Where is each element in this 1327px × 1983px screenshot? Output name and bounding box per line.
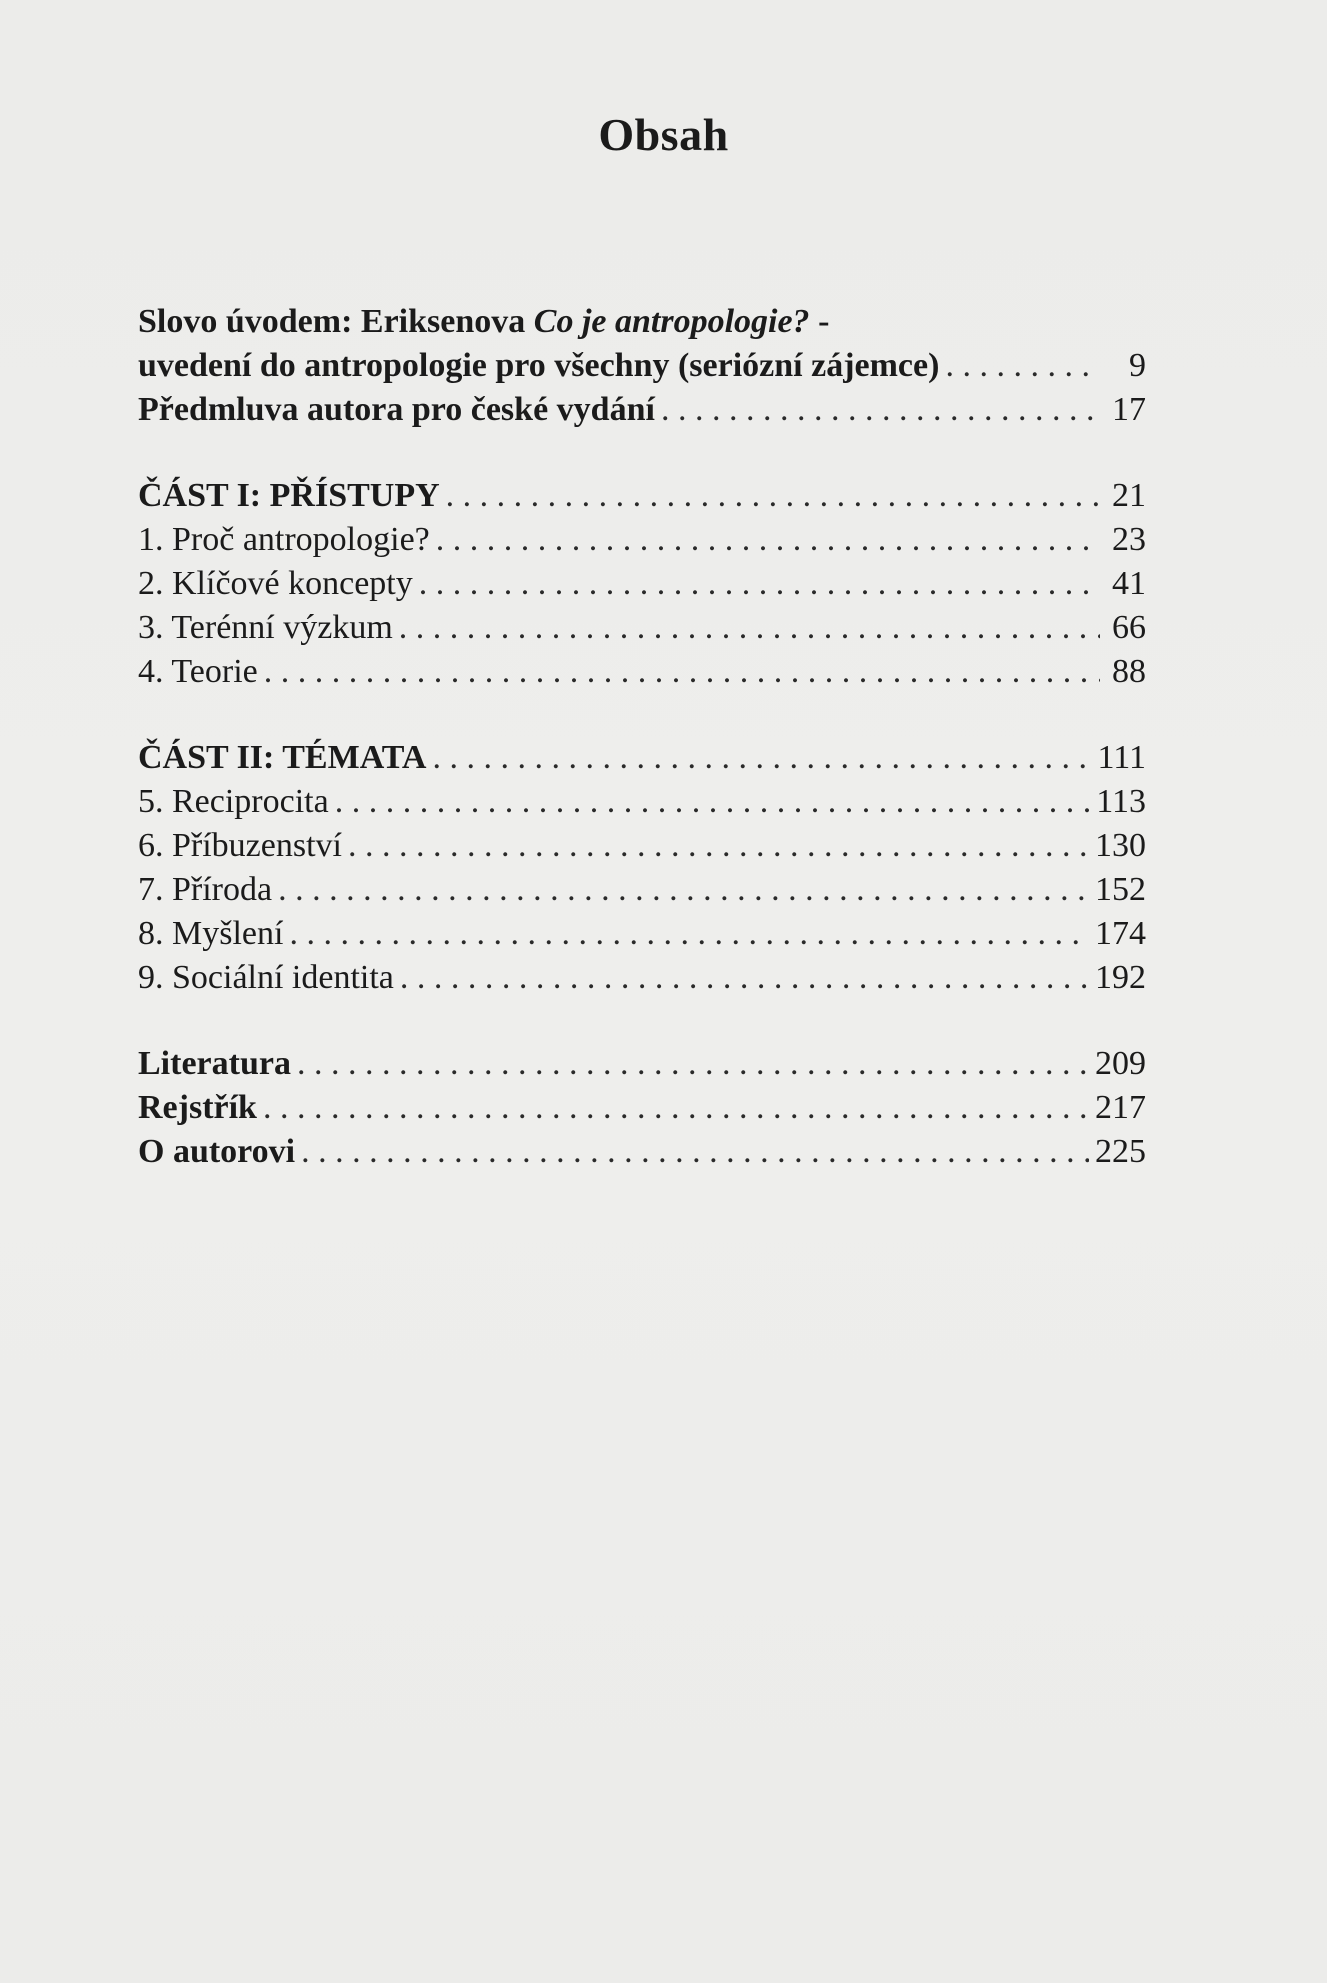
toc-entry-label: Rejstřík (138, 1089, 257, 1126)
toc-entry-page: 152 (1095, 871, 1146, 908)
dot-leader (297, 1042, 1089, 1086)
toc-chapter-entry (138, 780, 1146, 824)
toc-entry-page: 192 (1095, 959, 1146, 996)
toc-entry-label: 6. Příbuzenství (138, 827, 342, 864)
table-of-contents (138, 300, 1146, 1174)
toc-part2-section (138, 736, 1146, 1000)
toc-entry-page: 217 (1095, 1089, 1146, 1126)
dot-leader (278, 868, 1089, 912)
toc-entry-label: 1. Proč antropologie? (138, 521, 430, 558)
toc-entry-label: ČÁST II: TÉMATA (138, 739, 427, 776)
toc-entry-page: 88 (1112, 653, 1146, 690)
dot-leader (661, 388, 1100, 432)
toc-part1-section (138, 474, 1146, 694)
dot-leader (348, 824, 1089, 868)
dot-leader (289, 912, 1089, 956)
toc-chapter-entry (138, 562, 1146, 606)
toc-entry-label: 7. Příroda (138, 871, 273, 908)
toc-entry-page: 21 (1112, 477, 1146, 514)
toc-chapter-entry (138, 824, 1146, 868)
dot-leader (432, 736, 1091, 780)
toc-entry-preface (138, 388, 1146, 432)
dot-leader (301, 1130, 1089, 1174)
toc-backmatter-entry (138, 1130, 1146, 1174)
toc-entry-intro-line1 (138, 300, 1146, 344)
toc-entry-label: ČÁST I: PŘÍSTUPY (138, 477, 440, 514)
toc-entry-page: 209 (1095, 1045, 1146, 1082)
toc-backmatter-entry (138, 1086, 1146, 1130)
toc-entry-page: 9 (1129, 347, 1146, 384)
toc-intro-section (138, 300, 1146, 432)
toc-entry-label: uvedení do antropologie pro všechny (seriózní zájemce) (138, 347, 940, 384)
toc-entry-label: Literatura (138, 1045, 291, 1082)
dot-leader (335, 780, 1091, 824)
toc-entry-label: 8. Myšlení (138, 915, 284, 952)
toc-entry-label: Slovo úvodem: Eriksenova Co je antropologie? - (138, 303, 830, 340)
toc-backmatter-section (138, 1042, 1146, 1174)
toc-entry-label: 2. Klíčové koncepty (138, 565, 413, 602)
toc-entry-label: 9. Sociální identita (138, 959, 394, 996)
toc-chapter-entry (138, 518, 1146, 562)
toc-entry-italic-title: Co je antropologie? (533, 303, 810, 340)
toc-chapter-entry (138, 606, 1146, 650)
toc-entry-page: 130 (1095, 827, 1146, 864)
toc-chapter-entry (138, 956, 1146, 1000)
toc-entry-intro-line2 (138, 344, 1146, 388)
toc-entry-page: 23 (1112, 521, 1146, 558)
toc-entry-page: 113 (1096, 783, 1146, 820)
toc-entry-page: 174 (1095, 915, 1146, 952)
toc-entry-label: O autorovi (138, 1133, 296, 1170)
toc-entry-label: Předmluva autora pro české vydání (138, 391, 655, 428)
dot-leader (446, 474, 1100, 518)
toc-entry-page: 111 (1097, 739, 1146, 776)
dot-leader (263, 1086, 1089, 1130)
dot-leader (419, 562, 1100, 606)
dot-leader (400, 956, 1089, 1000)
toc-part-heading (138, 474, 1146, 518)
toc-backmatter-entry (138, 1042, 1146, 1086)
dot-leader (399, 606, 1100, 650)
toc-chapter-entry (138, 868, 1146, 912)
toc-chapter-entry (138, 912, 1146, 956)
dot-leader (264, 650, 1100, 694)
dot-leader (436, 518, 1100, 562)
toc-entry-page: 41 (1112, 565, 1146, 602)
toc-entry-label: 5. Reciprocita (138, 783, 329, 820)
toc-entry-page: 66 (1112, 609, 1146, 646)
toc-entry-page: 17 (1112, 391, 1146, 428)
toc-part-heading (138, 736, 1146, 780)
page-title: Obsah (598, 109, 729, 160)
toc-chapter-entry (138, 650, 1146, 694)
toc-entry-label: 4. Teorie (138, 653, 258, 690)
toc-entry-page: 225 (1095, 1133, 1146, 1170)
dot-leader (945, 344, 1100, 388)
toc-entry-label: 3. Terénní výzkum (138, 609, 393, 646)
